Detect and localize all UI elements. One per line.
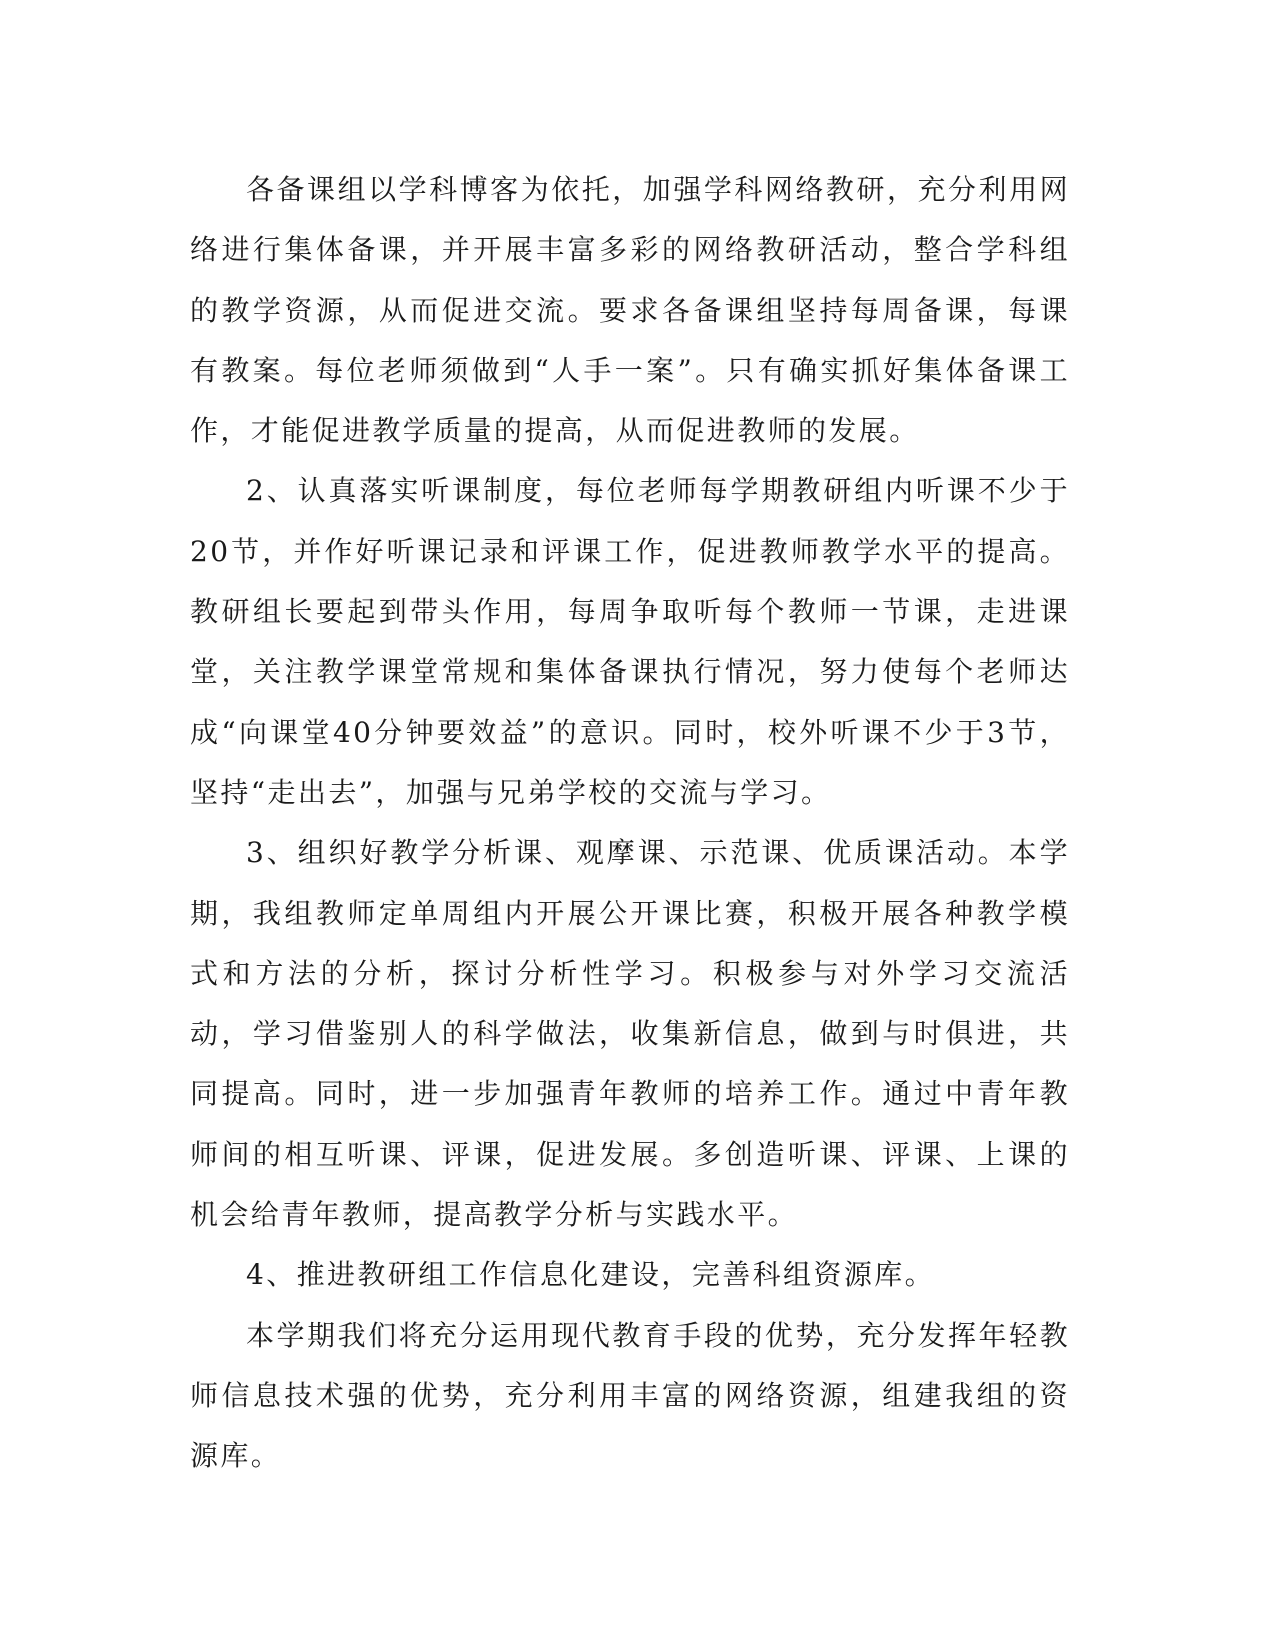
paragraph-informatization: 4、推进教研组工作信息化建设，完善科组资源库。: [246, 1258, 936, 1292]
paragraph-demonstration-classes: 3、组织好教学分析课、观摩课、示范课、优质课活动。本学期，我组教师定单周组内开展公开课比赛，积极开展各种教学模式和方法的分析，探讨分析性学习。积极参与对外学习交流活动，学习借鉴别人的科学做法，收集新信息，做到与时俱进，共同提高。同时，进一步加强青年教师的培养工作。通过中青年教师间的相互听课、评课，促进发展。多创造听课、评课、上课的机会给青年教师，提高教学分析与实践水平。: [190, 836, 1070, 1232]
paragraph-lesson-observation: 2、认真落实听课制度，每位老师每学期教研组内听课不少于20节，并作好听课记录和评课工作，促进教师教学水平的提高。教研组长要起到带头作用，每周争取听每个教师一节课，走进课堂，关注教学课堂常规和集体备课执行情况，努力使每个老师达成“向课堂40分钟要效益”的意识。同时，校外听课不少于3节，坚持“走出去”，加强与兄弟学校的交流与学习。: [190, 474, 1070, 809]
paragraph-collective-lesson-prep: 各备课组以学科博客为依托，加强学科网络教研，充分利用网络进行集体备课，并开展丰富多彩的网络教研活动，整合学科组的教学资源，从而促进交流。要求各备课组坚持每周备课，每课有教案。每位老师须做到“人手一案”。只有确实抓好集体备课工作，才能促进教学质量的提高，从而促进教师的发展。: [190, 173, 1070, 448]
paragraph-resource-library: 本学期我们将充分运用现代教育手段的优势，充分发挥年轻教师信息技术强的优势，充分利用丰富的网络资源，组建我组的资源库。: [190, 1318, 1070, 1473]
document-body: [190, 160, 1070, 1487]
